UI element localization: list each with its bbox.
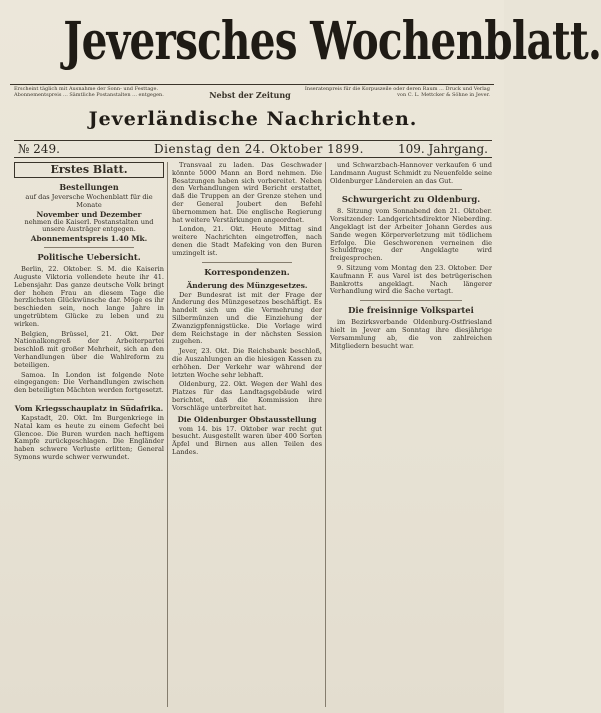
article-text: Transvaal zu laden. Das Geschwader könnte 5000 Mann an Bord nehmen. Die Besatzungen haben sich vorbereitet. Neben den Verhandlungen wird Bericht erstattet, daß die Truppen an der Grenze stehen und der General Joubert den Befehl übernommen hat. Die englische Regierung hat weitere Verstärkungen angeordnet. (172, 161, 322, 224)
party-heading: Die freisinnige Volkspartei (348, 305, 474, 316)
column-rule (167, 162, 168, 707)
column-rule (325, 162, 326, 707)
divider (360, 189, 462, 190)
article-text: vom 14. bis 17. Oktober war recht gut besucht. Ausgestellt waren über 400 Sorten Äpfel und Birnen aus allen Teilen des Landes. (172, 424, 322, 456)
article-text: Kapstadt, 20. Okt. Im Burgenkriege in Natal kam es heute zu einem Gefecht bei Glencoe. Die Buren wurden nach heftigem Kampfe zurückgeschlagen. Die Engländer haben schwere Verluste erlitten; General Symons wurde schwer verwundet. (14, 413, 164, 461)
coinage-heading: Änderung des Münzgesetzes. (186, 280, 308, 290)
issue-date: Dienstag den 24. Oktober 1899. (154, 142, 364, 156)
orders-heading: Bestellungen (59, 182, 119, 192)
column-1 (14, 162, 164, 464)
masthead-rule (10, 84, 494, 85)
divider (202, 262, 292, 263)
fair-heading: Die Oldenburger Obstausstellung (177, 414, 317, 424)
article-text: Berlin, 22. Oktober. S. M. die Kaiserin Auguste Viktoria vollendete heute ihr 41. Lebensjahr. Das ganze deutsche Volk bringt der hohen Frau an diesem Tage die herzlichsten Glückwünsche dar. Möge es ihr beschieden sein, noch lange Jahre in ungetrübtem Glücke zu leben und zu wirken. (14, 265, 164, 328)
war-heading: Vom Kriegsschauplatz in Südafrika. (14, 403, 164, 413)
article-text: 8. Sitzung vom Sonnabend den 21. Oktober. Vorsitzender: Landgerichtsdirektor Nieberding. Angeklagt ist der Arbeiter Johann Gerdes aus Sande wegen Körperverletzung mit tödlichem Erfolge. Die Geschworenen verneinen die Schuldfrage; der Angeklagte wird freigesprochen. (330, 207, 492, 263)
first-sheet-box: Erstes Blatt. (14, 162, 164, 178)
subscription-price: Abonnementspreis 1.40 Mk. (30, 234, 148, 244)
article-text: Der Bundesrat ist mit der Frage der Änderung des Münzgesetzes beschäftigt. Es handelt sich um die Vermehrung der Silbermünzen und die Einziehung der Zwanzigpfennigstücke. Die Vorlage wird dem Reichstage in der nächsten Session zugehen. (172, 290, 322, 346)
article-text: Samoa. In London ist folgende Note eingegangen: Die Verhandlungen zwischen den beteiligten Mächten werden fortgesetzt. (14, 370, 164, 395)
article-text: Belgien, Brüssel, 21. Okt. Der Nationalkongreß der Arbeiterpartei beschloß mit großer Mehrheit, sich an den Verhandlungen über die Wahlreform zu beteiligen. (14, 329, 164, 369)
article-text: London, 21. Okt. Heute Mittag sind weitere Nachrichten eingetroffen, nach denen die Stadt Mafeking von den Buren umzingelt ist. (172, 225, 322, 257)
politics-heading: Politische Uebersicht. (37, 252, 141, 263)
column-2 (172, 162, 322, 459)
orders-text-2: nehmen die Kaiserl. Postanstalten und unsere Austräger entgegen. (24, 217, 154, 234)
article-text: Jever, 23. Okt. Die Reichsbank beschloß, die Auszahlungen an die hiesigen Kassen zu erhöhen. Der Verkehr war während der letzten Woche sehr lebhaft. (172, 347, 322, 379)
volume-number: 109. Jahrgang. (397, 142, 488, 156)
divider (44, 399, 134, 400)
orders-text: auf das Jeversche Wochenblatt für die Monate (25, 193, 153, 209)
masthead (10, 4, 601, 86)
dateline (14, 140, 492, 158)
divider (44, 247, 134, 248)
subtitle: Jeverländische Nachrichten. (88, 108, 418, 130)
divider (360, 300, 462, 301)
article-text: Oldenburg, 22. Okt. Wegen der Wahl des Platzes für das Landtagsgebäude wird berichtet, daß die Kommission ihre Vorschläge unterbreitet hat. (172, 380, 322, 412)
jury-court-heading: Schwurgericht zu Oldenburg. (341, 194, 481, 205)
column-3 (330, 162, 492, 352)
issue-number: № 249. (18, 142, 60, 156)
publisher-info: Inseratenpreis für die Korpuszeile oder deren Raum ... Druck und Verlag von C. L. Mettcker & Söhne in Jever. (304, 86, 490, 99)
article-text: im Bezirksverbande Oldenburg-Ostfriesland hielt in Jever am Sonntag ihre diesjährige Versammlung ab, die von zahlreichen Mitgliedern besucht war. (330, 318, 492, 350)
supplement-note: Nebst der Zeitung (209, 90, 291, 100)
subscription-info: Erscheint täglich mit Ausnahme der Sonn- und Festtage. Abonnementspreis ... Sämtliche Postanstalten ... entgegen. (14, 86, 164, 99)
article-text: und Schwarzbach-Hannover verkaufen 6 und Landmann August Schmidt zu Neuenfelde seine Oldenburger Ländereien an das Gut. (330, 161, 492, 185)
correspondence-heading: Korrespondenzen. (204, 266, 290, 277)
newspaper-title: Jeversches Wochenblatt. (63, 11, 601, 72)
orders-months: November und Dezember (36, 209, 142, 219)
article-text: 9. Sitzung vom Montag den 23. Oktober. Der Kaufmann F. aus Varel ist des betrügerischen Bankrotts angeklagt. Nach längerer Verhandlung wird die Sache vertagt. (330, 263, 492, 296)
